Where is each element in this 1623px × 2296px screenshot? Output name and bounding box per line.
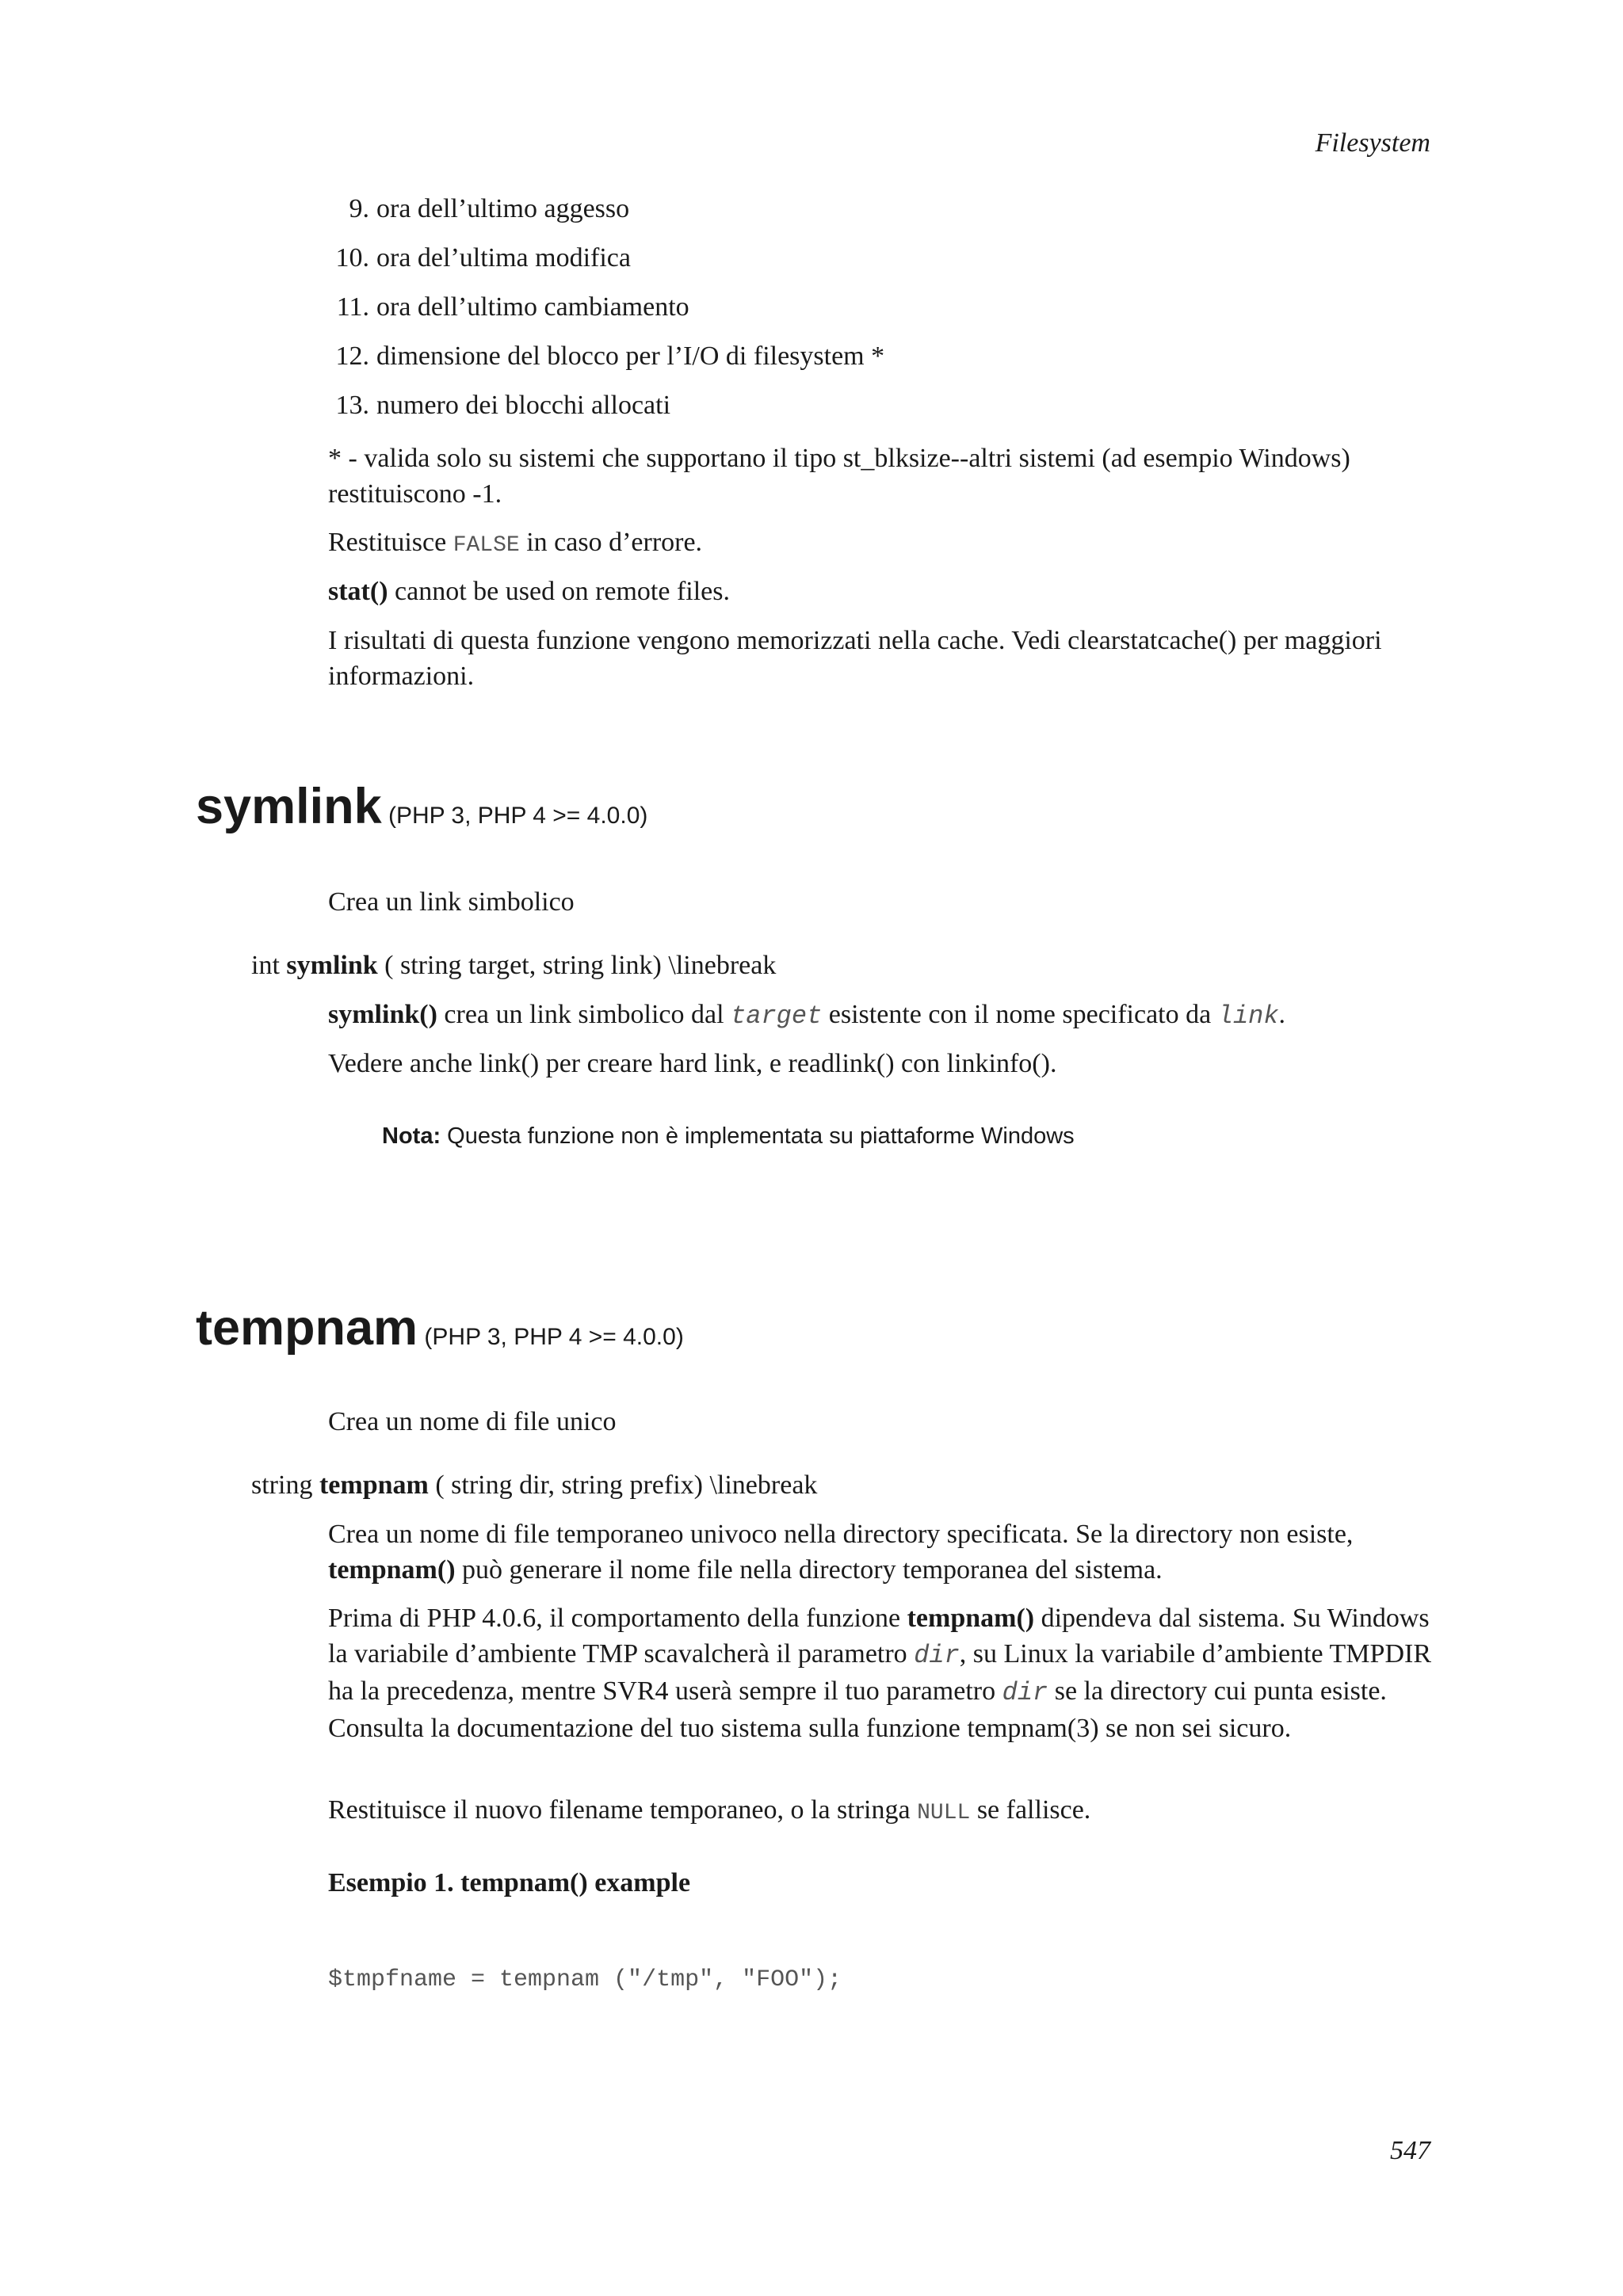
page-number: 547 (1390, 2136, 1430, 2165)
list-item-number: 12. (335, 341, 369, 371)
parameter: dir (914, 1641, 960, 1670)
stat-cache-note: I risultati di questa funzione vengono memorizzati nella cache. Vedi clearstatcache() per maggiori informazioni. (328, 626, 1382, 691)
section-title-symlink (196, 778, 647, 835)
note-label: Nota: (382, 1123, 441, 1149)
list-item-number: 11. (336, 292, 369, 322)
symlink-synopsis: int symlink ( string target, string link) \linebreak (251, 951, 777, 980)
list-item (321, 390, 884, 421)
tempnam-behavior: Prima di PHP 4.0.6, il comportamento della funzione tempnam() dipendeva dal sistema. Su Windows la variabile d’ambiente TMP scavalcherà il parametro dir, su Linux la variabile d’ambiente TMPDIR ha la precedenza, mentre SVR4 userà sempre il tuo parametro dir se la directory cui punta esiste. Consulta la documentazione del tuo sistema sulla funzione tempnam(3) se non sei sicuro. (328, 1604, 1431, 1743)
list-item-text: numero dei blocchi allocati (376, 391, 671, 420)
list-item-number: 13. (335, 391, 369, 420)
list-item (321, 292, 884, 323)
tempnam-description: Crea un nome di file temporaneo univoco nella directory specificata. Se la directory non esiste, tempnam() può generare il nome file nella directory temporanea del sistema. (328, 1520, 1354, 1585)
version-info: (PHP 3, PHP 4 >= 4.0.0) (381, 803, 648, 829)
function-name: tempnam (196, 1300, 418, 1356)
section-title-tempnam (196, 1299, 684, 1356)
stat-remote-note: stat() cannot be used on remote files. (328, 577, 731, 606)
list-item (321, 341, 884, 372)
list-item-text: ora dell’ultimo cambiamento (376, 292, 689, 322)
parameter: target (731, 1001, 823, 1031)
list-item (321, 242, 884, 274)
list-item (321, 193, 884, 225)
tempnam-synopsis: string tempnam ( string dir, string prefix) \linebreak (251, 1470, 818, 1500)
function-name: symlink (196, 779, 382, 834)
stat-field-list (321, 193, 884, 439)
constant-false: FALSE (453, 533, 520, 558)
tempnam-purpose: Crea un nome di file unico (328, 1407, 617, 1436)
blksize-note: * - valida solo su sistemi che supportano il tipo st_blksize--altri sistemi (ad esempio Windows) restituiscono -1. (328, 444, 1350, 509)
function-ref: stat() (328, 577, 388, 606)
list-item-text: dimensione del blocco per l’I/O di filesystem * (376, 341, 885, 371)
parameter: dir (1002, 1678, 1048, 1707)
parameter: link (1217, 1001, 1279, 1031)
symlink-see-also: Vedere anche link() per creare hard link, e readlink() con linkinfo(). (328, 1049, 1057, 1078)
stat-returns: Restituisce FALSE in caso d’errore. (328, 528, 703, 558)
symlink-description: symlink() crea un link simbolico dal target esistente con il nome specificato da link. (328, 1000, 1286, 1031)
list-item-text: ora del’ultima modifica (376, 243, 631, 273)
running-header: Filesystem (1315, 128, 1430, 158)
symlink-note: Nota: Questa funzione non è implementata su piattaforme Windows (382, 1123, 1075, 1149)
example-title: Esempio 1. tempnam() example (328, 1868, 691, 1897)
version-info: (PHP 3, PHP 4 >= 4.0.0) (418, 1324, 684, 1350)
symlink-purpose: Crea un link simbolico (328, 887, 575, 917)
constant-null: NULL (917, 1801, 971, 1825)
list-item-number: 9. (349, 194, 369, 223)
example-code: $tmpfname = tempnam ("/tmp", "FOO"); (328, 1966, 842, 1993)
list-item-text: ora dell’ultimo aggesso (376, 194, 630, 223)
tempnam-returns: Restituisce il nuovo filename temporaneo, o la stringa NULL se fallisce. (328, 1795, 1091, 1825)
list-item-number: 10. (335, 243, 369, 273)
